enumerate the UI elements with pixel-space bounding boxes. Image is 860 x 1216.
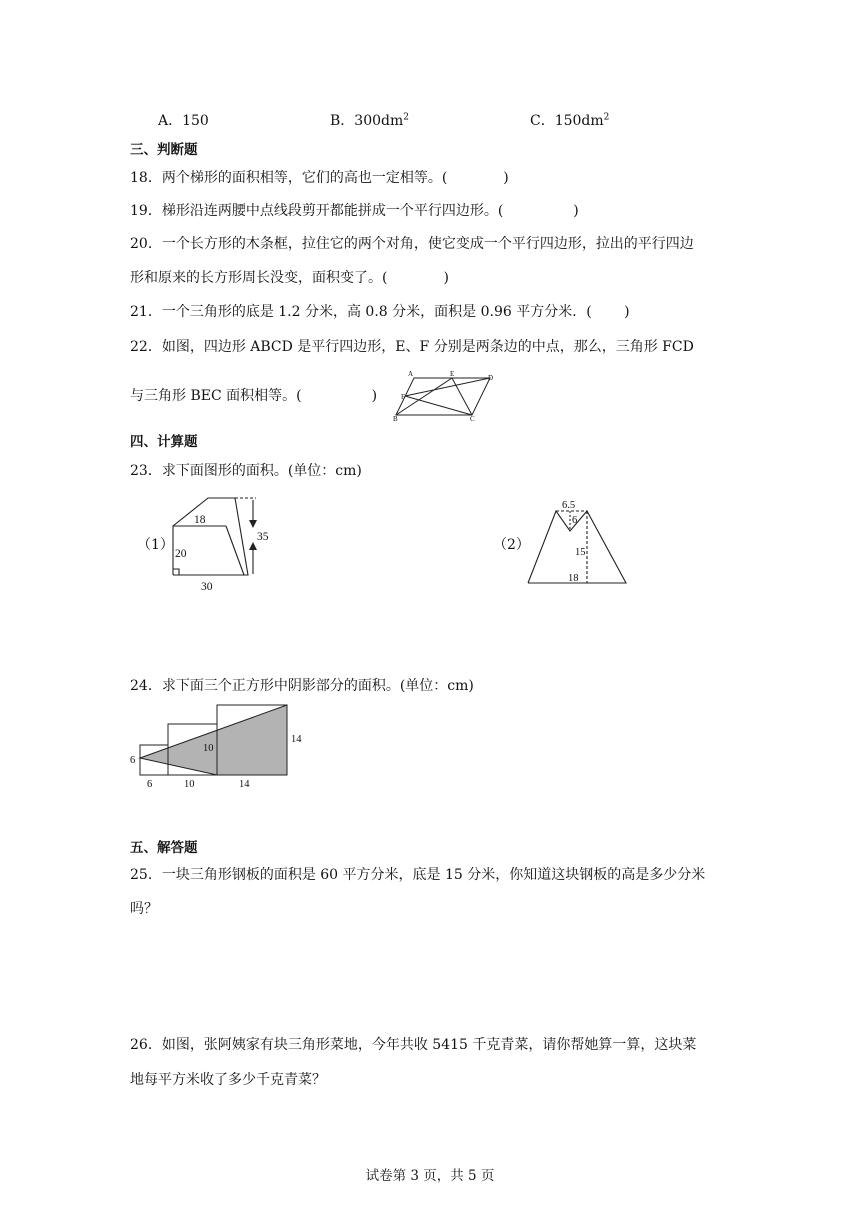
question-23: 23．求下面图形的面积。(单位：cm) [130, 463, 362, 479]
figure-2-label: （2） [493, 537, 530, 553]
parallelogram-figure [390, 368, 500, 423]
question-22-line1: 22．如图，四边形 ABCD 是平行四边形，E、F 分别是两条边的中点，那么，三角形 FCD [130, 339, 694, 355]
label-bottom-30: 30 [201, 581, 213, 593]
vertex-label-c: C [470, 415, 475, 423]
question-25-line2: 吗？ [130, 901, 158, 917]
vertex-label-a: A [408, 370, 414, 378]
figure-1-label: （1） [137, 537, 174, 553]
section-title-judgement: 三、判断题 [130, 142, 198, 158]
label-height-15: 15 [575, 547, 586, 558]
label-side-14: 14 [291, 734, 302, 745]
question-20-line1: 20．一个长方形的木条框，拉住它的两个对角，使它变成一个平行四边形，拉出的平行四边 [130, 236, 694, 252]
option-c: C．$150dm^2$ [530, 112, 610, 129]
label-height-35: 35 [257, 531, 269, 543]
question-20-line2: 形和原来的长方形周长没变，面积变了。( ) [130, 270, 449, 286]
option-a: A．150 [158, 113, 209, 129]
three-squares-figure [125, 700, 315, 795]
vertex-label-f: F [401, 393, 405, 401]
question-26-line1: 26．如图，张阿姨家有块三角形菜地，今年共收 5415 千克青菜，请你帮她算一算，这块菜 [130, 1037, 697, 1053]
label-bottom-6: 6 [147, 779, 153, 790]
trapezoid-composite-figure [160, 490, 280, 595]
label-bottom-14: 14 [239, 779, 250, 790]
vertex-label-e: E [450, 370, 455, 378]
question-26-line2: 地每平方米收了多少千克青菜？ [130, 1072, 326, 1088]
label-base-18: 18 [568, 573, 579, 584]
section-title-solution: 五、解答题 [130, 840, 198, 856]
question-21: 21．一个三角形的底是 1.2 分米，高 0.8 分米，面积是 0.96 平方分米．( ) [130, 304, 630, 320]
label-left-20: 20 [175, 548, 187, 560]
label-notch-width-6-5: 6.5 [562, 500, 576, 511]
vertex-label-b: B [393, 415, 398, 423]
question-19: 19．梯形沿连两腰中点线段剪开都能拼成一个平行四边形。( ) [130, 203, 579, 219]
label-side-6: 6 [130, 755, 136, 766]
option-b: B．$300dm^2$ [330, 112, 409, 129]
label-bottom-10: 10 [184, 779, 195, 790]
page-footer: 试卷第 3 页，共 5 页 [365, 1168, 495, 1184]
label-side-10: 10 [203, 743, 214, 754]
notched-trapezoid-figure [520, 495, 640, 590]
vertex-label-d: D [488, 374, 494, 382]
question-18: 18．两个梯形的面积相等，它们的高也一定相等。( ) [130, 170, 509, 186]
label-notch-depth-6: 6 [572, 515, 578, 526]
section-title-calculation: 四、计算题 [130, 434, 198, 450]
question-25-line1: 25．一块三角形钢板的面积是 60 平方分米，底是 15 分米，你知道这块钢板的高是多少分米 [130, 867, 706, 883]
question-22-line2: 与三角形 BEC 面积相等。( ) [130, 388, 378, 404]
question-24: 24．求下面三个正方形中阴影部分的面积。(单位：cm) [130, 678, 474, 694]
label-top-18: 18 [194, 514, 206, 526]
